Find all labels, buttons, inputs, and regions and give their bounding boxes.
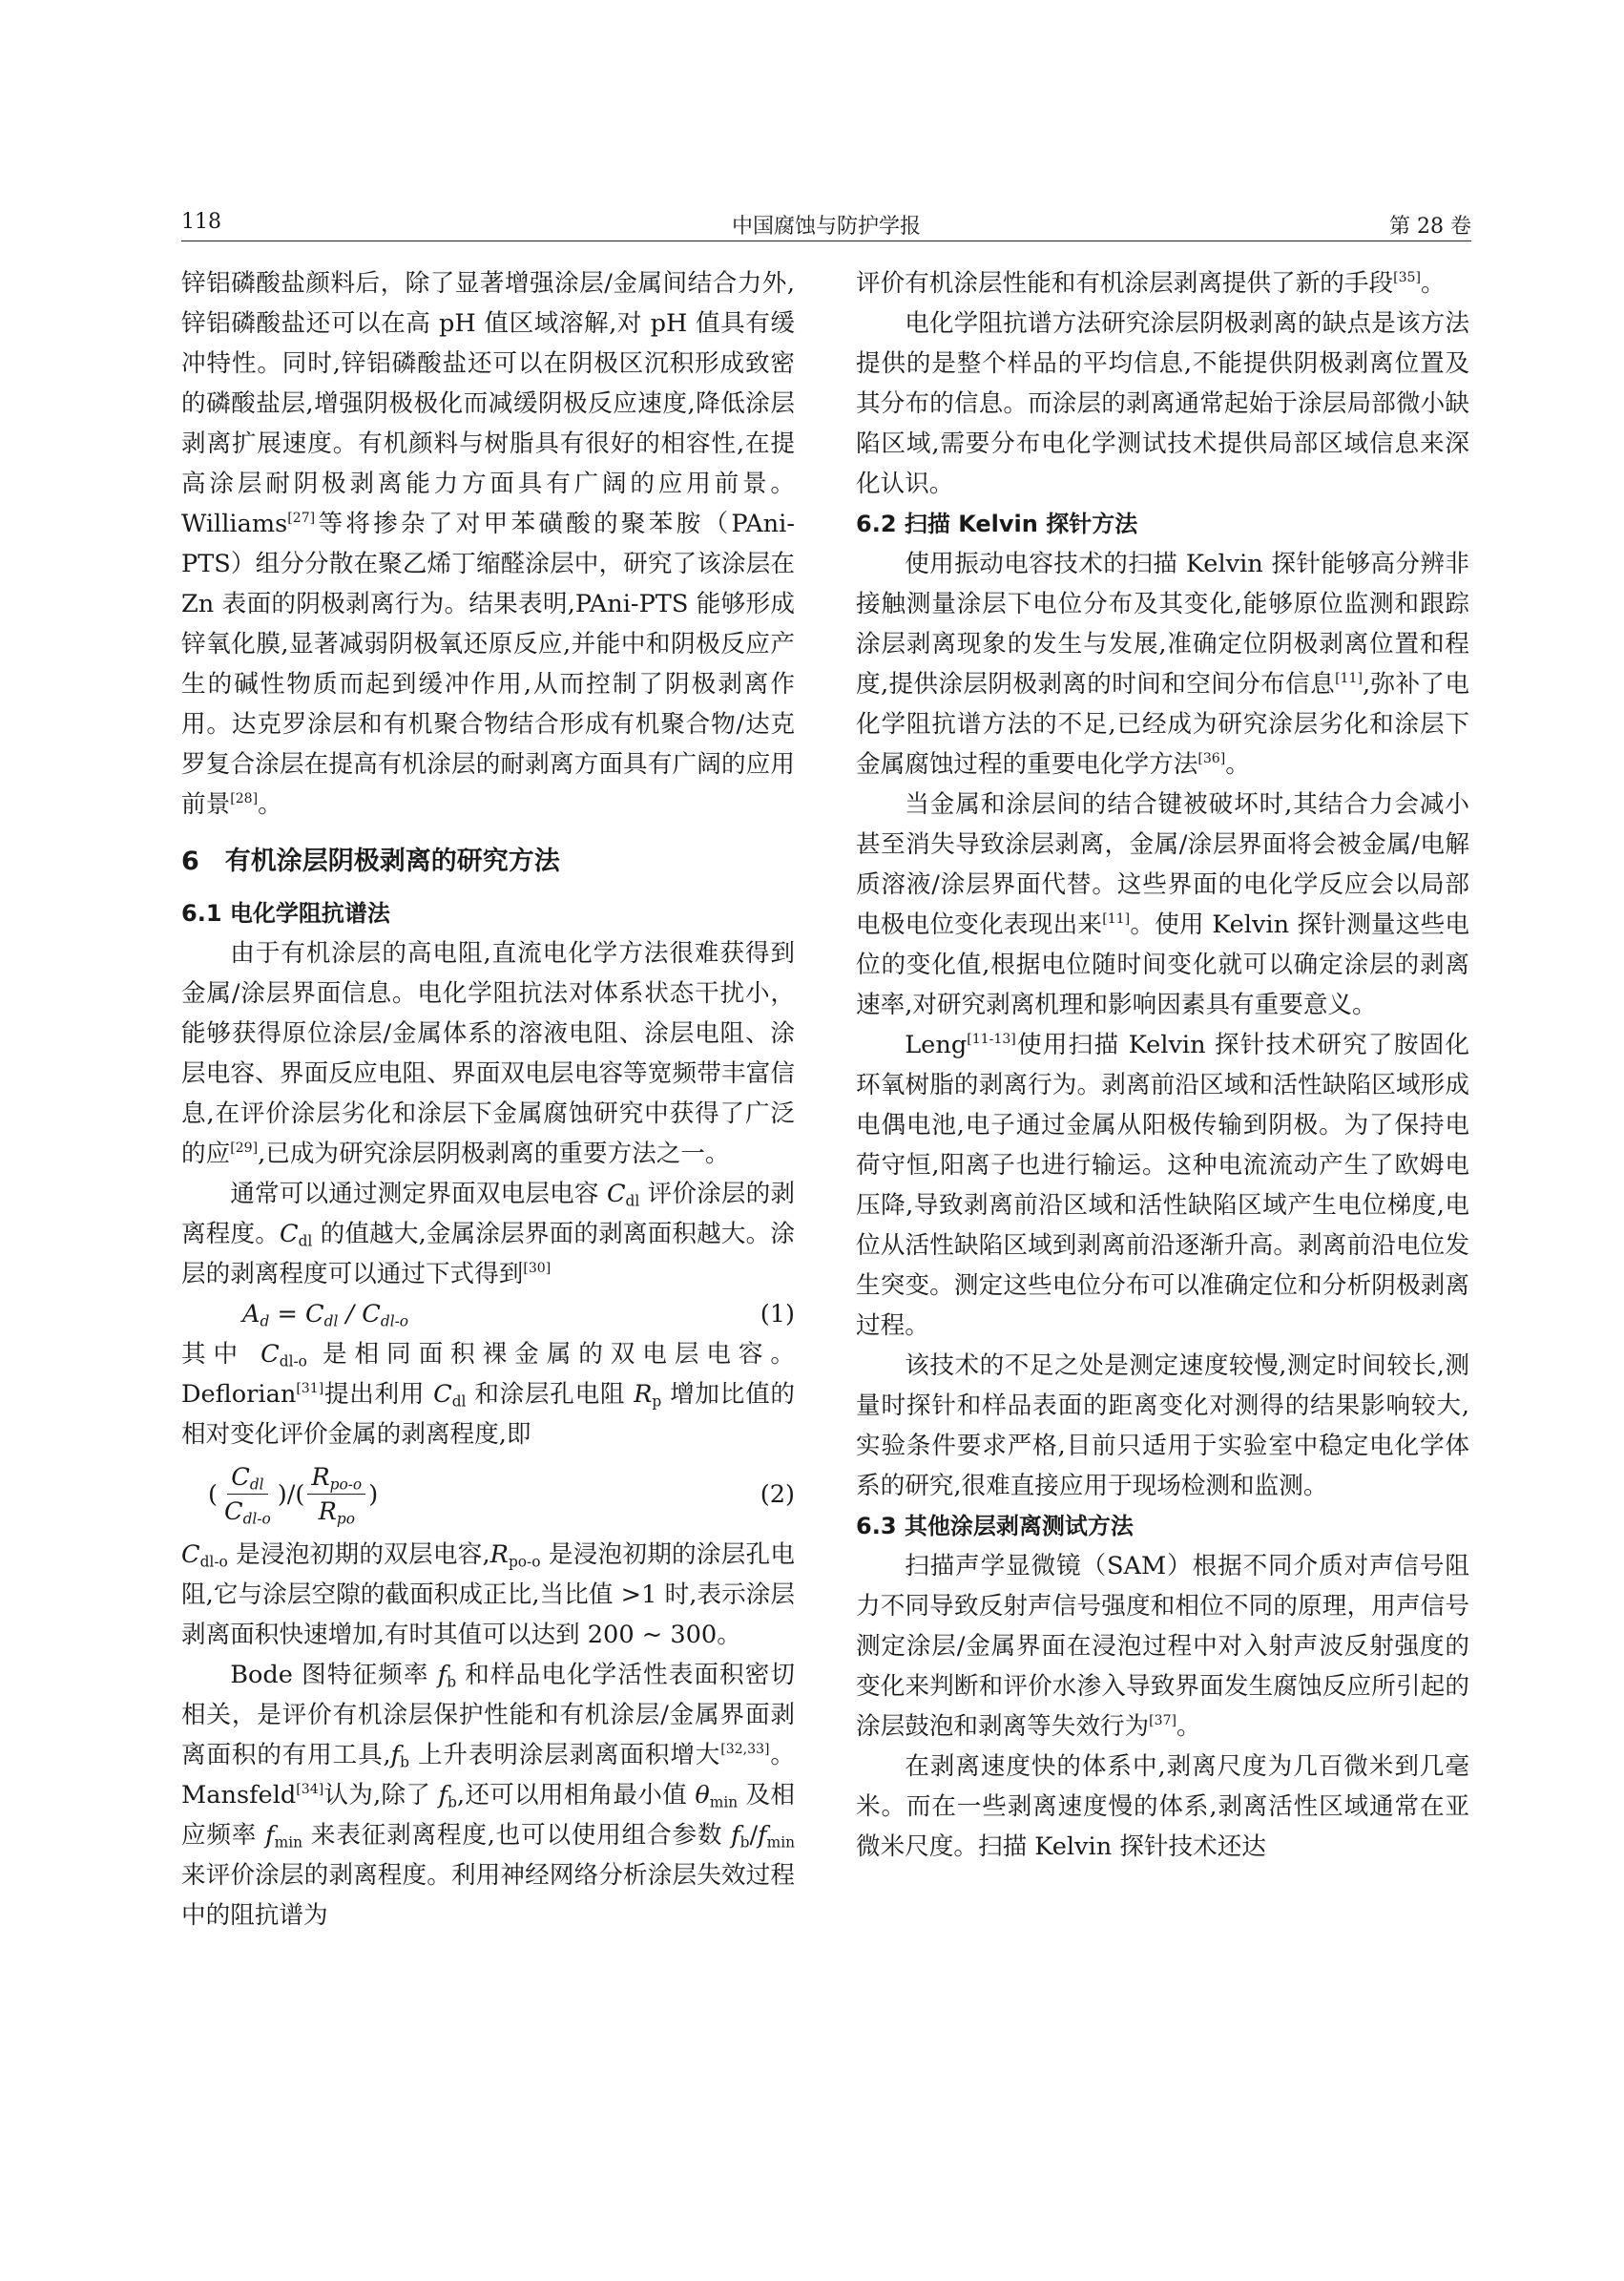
page-number: 118 bbox=[181, 210, 221, 234]
paragraph-sam: 扫描声学显微镜（SAM）根据不同介质对声信号阻力不同导致反射声信号强度和相位不同的原理，用声信号测定涂层/金属界面在浸泡过程中对入射声波反射强度的变化来判断和评价水渗入导致界面发生腐蚀反应所引起的涂层鼓泡和剥离等失效行为[37]。 bbox=[856, 1552, 1469, 1741]
paragraph-cdl: 通常可以通过测定界面双电层电容 $C_{dl}$ 评价涂层的剥离程度。$C_{dl}$ 的值越大,金属涂层界面的剥离面积越大。涂层的剥离程度可以通过下式得到[30] bbox=[181, 1180, 795, 1288]
left-column bbox=[181, 263, 795, 1936]
citation: [11] bbox=[1102, 911, 1131, 928]
citation: [30] bbox=[523, 1261, 552, 1277]
equation-2: ( $\frac{C_{dl}}{C_{dl-o}}$ )/( $\frac{R_{po-o}}{R_{po}}$ ) (2) bbox=[208, 1462, 795, 1528]
paragraph-continued: 评价有机涂层性能和有机涂层剥离提供了新的手段[35]。 bbox=[856, 269, 1446, 298]
running-header bbox=[181, 208, 1471, 241]
citation: [36] bbox=[1197, 751, 1226, 767]
paragraph-skp-limits: 该技术的不足之处是测定速度较慢,测定时间较长,测量时探针和样品表面的距离变化对测得的结果影响较大,实验条件要求严格,目前只适用于实验室中稳定电化学体系的研究,很难直接应用于现场检测和监测。 bbox=[856, 1351, 1469, 1500]
paragraph-intro: 锌铝磷酸盐颜料后，除了显著增强涂层/金属间结合力外,锌铝磷酸盐还可以在高 pH 值区域溶解,对 pH 值具有缓冲特性。同时,锌铝磷酸盐还可以在阴极区沉积形成致密的磷酸盐层,增强阴极极化而减缓阴极反应速度,降低涂层剥离扩展速度。有机颜料与树脂具有很好的相容性,在提高涂层耐阴极剥离能力方面具有广阔的应用前景。Williams[27]等将掺杂了对甲苯磺酸的聚苯胺（PAni-PTS）组分分散在聚乙烯丁缩醛涂层中，研究了该涂层在 Zn 表面的阴极剥离行为。结果表明,PAni-PTS 能够形成锌氧化膜,显著减弱阴极氧还原反应,并能中和阴极反应产生的碱性物质而起到缓冲作用,从而控制了阴极剥离作用。达克罗涂层和有机聚合物结合形成有机聚合物/达克罗复合涂层在提高有机涂层的耐剥离方面具有广阔的应用前景[28]。 bbox=[181, 269, 795, 819]
citation: [29] bbox=[230, 1140, 259, 1157]
volume-label: 第 28 卷 bbox=[1389, 215, 1471, 239]
paragraph-after-eq2: $C_{dl-o}$ 是浸泡初期的双层电容$,R_{po-o}$ 是浸泡初期的涂层孔电阻,它与涂层空隙的截面积成正比,当比值 >1 时,表示涂层剥离面积快速增加,有时其值可以达到 200 ~ 300。 bbox=[181, 1540, 795, 1649]
paragraph-skp-intro: 使用振动电容技术的扫描 Kelvin 探针能够高分辨非接触测量涂层下电位分布及其变化,能够原位监测和跟踪涂层剥离现象的发生与发展,准确定位阴极剥离位置和程度,提供涂层阴极剥离的时间和空间分布信息[11],弥补了电化学阻抗谱方法的不足,已经成为研究涂层劣化和涂层下金属腐蚀过程的重要电化学方法[36]。 bbox=[856, 550, 1470, 779]
citation: [35] bbox=[1393, 270, 1421, 286]
citation: [32,33] bbox=[720, 1742, 770, 1758]
subsection-heading-6-2: 6.2 扫描 Kelvin 探针方法 bbox=[856, 511, 1138, 537]
paragraph-leng: Leng[11-13]使用扫描 Kelvin 探针技术研究了胺固化环氧树脂的剥离行为。剥离前沿区域和活性缺陷区域形成电偶电池,电子通过金属从阳极传输到阴极。为了保持电荷守恒,阳离子也进行输运。这种电流流动产生了欧姆电压降,导致剥离前沿区域和活性缺陷区域产生电位梯度,电位从活性缺陷区域到剥离前沿逐渐升高。剥离前沿电位发生突变。测定这些电位分布可以准确定位和分析阴极剥离过程。 bbox=[856, 1031, 1469, 1340]
section-heading-6: 6 有机涂层阴极剥离的研究方法 bbox=[181, 847, 560, 876]
citation: [28] bbox=[230, 791, 259, 807]
journal-title: 中国腐蚀与防护学报 bbox=[731, 215, 921, 239]
citation: [27] bbox=[287, 511, 316, 527]
fraction-rpo: $\frac{R_{po-o}}{R_{po}}$ bbox=[307, 1461, 365, 1529]
paragraph-bode: Bode 图特征频率 $f_b$ 和样品电化学活性表面积密切相关，是评价有机涂层保护性能和有机涂层/金属界面剥离面积的有用工具$,f_b$ 上升表明涂层剥离面积增大[32,33]。Mansfeld[34]认为,除了 $f_b$,还可以用相角最小值 $\theta_{min}$ 及相应频率 $f_{min}$ 来表征剥离程度,也可以使用组合参数 $f_b/f_{min}$ 来评价涂层的剥离程度。利用神经网络分析涂层失效过程中的阻抗谱为 bbox=[181, 1661, 796, 1930]
right-column bbox=[856, 263, 1469, 1867]
citation: [31] bbox=[296, 1381, 324, 1397]
paragraph-skp-bond: 当金属和涂层间的结合键被破坏时,其结合力会减小甚至消失导致涂层剥离，金属/涂层界面将会被金属/电解质溶液/涂层界面代替。这些界面的电化学反应会以局部电极电位变化表现出来[11]。使用 Kelvin 探针测量这些电位的变化值,根据电位随时间变化就可以确定涂层的剥离速率,对研究剥离机理和影响因素具有重要意义。 bbox=[856, 790, 1469, 1019]
citation: [11-13] bbox=[967, 1032, 1016, 1048]
paragraph-scale: 在剥离速度快的体系中,剥离尺度为几百微米到几毫米。而在一些剥离速度慢的体系,剥离活性区域通常在亚微米尺度。扫描 Kelvin 探针技术还达 bbox=[856, 1752, 1469, 1861]
paragraph-eis-drawback: 电化学阻抗谱方法研究涂层阴极剥离的缺点是该方法提供的是整个样品的平均信息,不能提供阴极剥离位置及其分布的信息。而涂层的剥离通常起始于涂层局部微小缺陷区域,需要分布电化学测试技术提供局部区域信息来深化认识。 bbox=[856, 309, 1469, 498]
paragraph-eis-intro: 由于有机涂层的高电阻,直流电化学方法很难获得到金属/涂层界面信息。电化学阻抗法对体系状态干扰小，能够获得原位涂层/金属体系的溶液电阻、涂层电阻、涂层电容、界面反应电阻、界面双电层电容等宽频带丰富信息,在评价涂层劣化和涂层下金属腐蚀研究中获得了广泛的应[29],已成为研究涂层阴极剥离的重要方法之一。 bbox=[181, 939, 795, 1168]
subsection-heading-6-3: 6.3 其他涂层剥离测试方法 bbox=[856, 1513, 1134, 1539]
fraction-cdl: $\frac{C_{dl}}{C_{dl-o}}$ bbox=[224, 1462, 271, 1528]
equation-1: $A_d = C_{dl} / C_{dl-o}$ (1) bbox=[181, 1294, 795, 1334]
citation: [34] bbox=[296, 1782, 324, 1798]
citation: [11] bbox=[1335, 671, 1363, 687]
citation: [37] bbox=[1149, 1713, 1177, 1729]
subsection-heading-6-1: 6.1 电化学阻抗谱法 bbox=[181, 900, 390, 927]
equation-number: (1) bbox=[760, 1300, 795, 1329]
equation-number: (2) bbox=[760, 1480, 795, 1509]
paragraph-after-eq1: 其中 $C_{dl-o}$ 是相同面积裸金属的双电层电容。Deflorian[31]提出利用 $C_{dl}$ 和涂层孔电阻 $R_p$ 增加比值的相对变化评价金属的剥离程度,即 bbox=[181, 1340, 796, 1449]
